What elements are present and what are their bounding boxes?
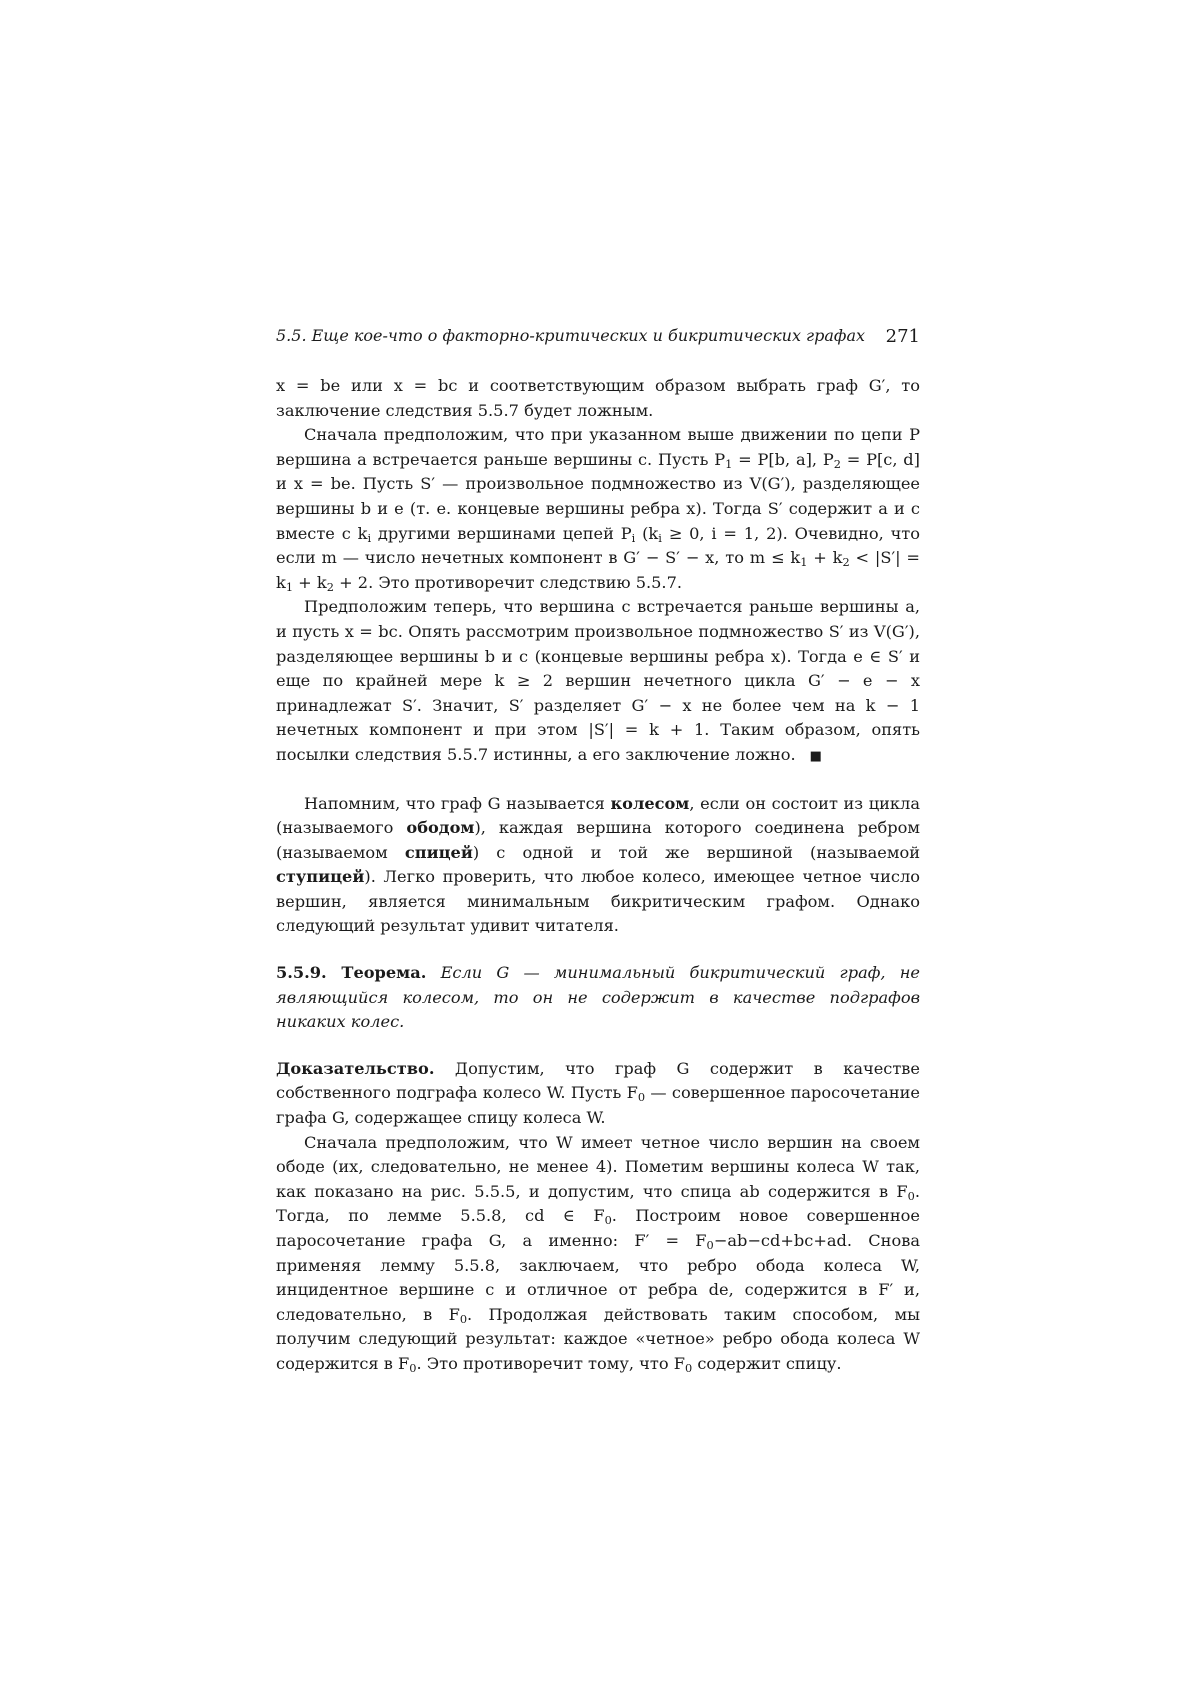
- sub: 0: [409, 1360, 417, 1375]
- p6-d: −ab−cd+bc+ad. Снова применяя лемму 5.5.8, заключаем, что ребро обода колеса W, инцидентное вершине c и отличное от ребра de, содержится в F′ и, следовательно, в F: [276, 1231, 920, 1324]
- sub: 0: [604, 1213, 612, 1228]
- p2-h: < |S′| = k: [276, 548, 920, 592]
- p6-g: содержит спицу.: [692, 1353, 842, 1373]
- p2-e: (k: [635, 523, 659, 543]
- sub: 1: [285, 579, 294, 594]
- p4-c: , если он состоит из цикла (называемого: [276, 793, 920, 838]
- sub: i: [631, 530, 636, 545]
- p4-a: Напомним, что граф G называется: [304, 793, 611, 813]
- paragraph-4: [276, 792, 920, 940]
- theorem-label: 5.5.9. Теорема.: [276, 963, 427, 983]
- proof-label: Доказательство.: [276, 1058, 435, 1078]
- running-title: 5.5. Еще кое-что о факторно-критических и бикритических графах: [276, 326, 866, 345]
- sub: i: [658, 530, 662, 545]
- p6-f: . Это противоречит тому, что F: [416, 1353, 685, 1373]
- paragraph-1: [276, 374, 920, 423]
- term-hub: ступицей: [276, 867, 365, 887]
- p4-e: ), каждая вершина которого соединена ребром (называемом: [276, 818, 920, 862]
- sub: 2: [833, 456, 841, 471]
- sub: i: [367, 530, 372, 545]
- p3-text: Предположим теперь, что вершина c встречается раньше вершины a, и пусть x = bc. Опять рассмотрим произвольное подмножество S′ из V(G′), разделяющее вершины b и c (концевые вершины ребра x). Тогда e ∈ S′ и еще по крайней мере k ≥ 2 вершин нечетного цикла G′ − e − x принадлежат S′. Значит, S′ разделяет G′ − x не более чем на k − 1 нечетных компонент и при этом |S′| = k + 1. Таким образом, опять посылки следствия 5.5.7 истинны, а его заключение ложно.: [276, 597, 920, 764]
- theorem-text: Если G — минимальный бикритический граф, не являющийся колесом, то он не содержит в качестве подграфов никаких колес.: [276, 963, 920, 1032]
- sub: 0: [706, 1238, 714, 1252]
- p6-e: . Продолжая действовать таким способом, мы получим следующий результат: каждое «четное» ребро обода колеса W содержится в F: [276, 1304, 920, 1373]
- paragraph-3: [276, 595, 920, 769]
- running-header: [276, 326, 920, 350]
- sub: 1: [725, 456, 733, 471]
- paragraph-6: [276, 1131, 920, 1377]
- theorem-5-5-9: [276, 961, 920, 1035]
- sub: 1: [800, 555, 808, 570]
- p2-j: + 2. Это противоречит следствию 5.5.7.: [333, 572, 683, 592]
- p1-text: x = be или x = bc и соответствующим образом выбрать граф G′, то заключение следствия 5.5.7 будет ложным.: [276, 376, 920, 420]
- page-body: [276, 374, 920, 1377]
- sub: 0: [637, 1090, 646, 1105]
- sub: 2: [842, 555, 850, 570]
- p2-i: + k: [293, 572, 327, 592]
- p2-b: = P[b, a], P: [732, 449, 834, 469]
- sub: 0: [684, 1360, 693, 1375]
- page-number: 271: [885, 326, 920, 347]
- term-spoke: спицей: [404, 842, 473, 862]
- book-page: [276, 326, 920, 1377]
- proof-b: — совершенное паросочетание графа G, содержащее спицу колеса W.: [276, 1083, 920, 1128]
- p4-g: ) с одной и той же вершиной (называемой: [472, 842, 920, 862]
- p6-b: . Тогда, по лемме 5.5.8, cd ∈ F: [276, 1181, 920, 1226]
- p2-g: + k: [807, 548, 843, 568]
- term-wheel: колесом: [610, 793, 690, 813]
- proof-a: Допустим, что граф G содержит в качестве собственного подграфа колесо W. Пусть F: [276, 1058, 920, 1103]
- sub: 2: [326, 579, 334, 594]
- sub: 0: [907, 1188, 915, 1203]
- p6-c: . Построим новое совершенное паросочетание графа G, а именно: F′ = F: [276, 1206, 921, 1250]
- p2-a: Сначала предположим, что при указанном выше движении по цепи P вершина a встречается раньше вершины c. Пусть P: [276, 425, 920, 469]
- paragraph-2: [276, 423, 920, 595]
- proof: [276, 1057, 920, 1131]
- qed-mark: ■: [809, 748, 822, 764]
- sub: 0: [459, 1311, 468, 1326]
- p2-c: = P[c, d] и x = be. Пусть S′ — произвольное подмножество из V(G′), разделяющее вершины b и e (т. е. концевые вершины ребра x). Тогда S′ содержит a и c вместе с k: [276, 449, 920, 543]
- p2-f: ≥ 0, i = 1, 2). Очевидно, что если m — число нечетных компонент в G′ − S′ − x, то m ≤ k: [276, 523, 920, 568]
- p6-a: Сначала предположим, что W имеет четное число вершин на своем ободе (их, следовательно, не менее 4). Пометим вершины колеса W так, как показано на рис. 5.5.5, и допустим, что спица ab содержится в F: [276, 1132, 920, 1201]
- p4-i: ). Легко проверить, что любое колесо, имеющее четное число вершин, является минимальным бикритическим графом. Однако следующий результат удивит читателя.: [276, 867, 920, 936]
- p2-d: другими вершинами цепей P: [371, 523, 632, 543]
- term-rim: ободом: [406, 818, 475, 838]
